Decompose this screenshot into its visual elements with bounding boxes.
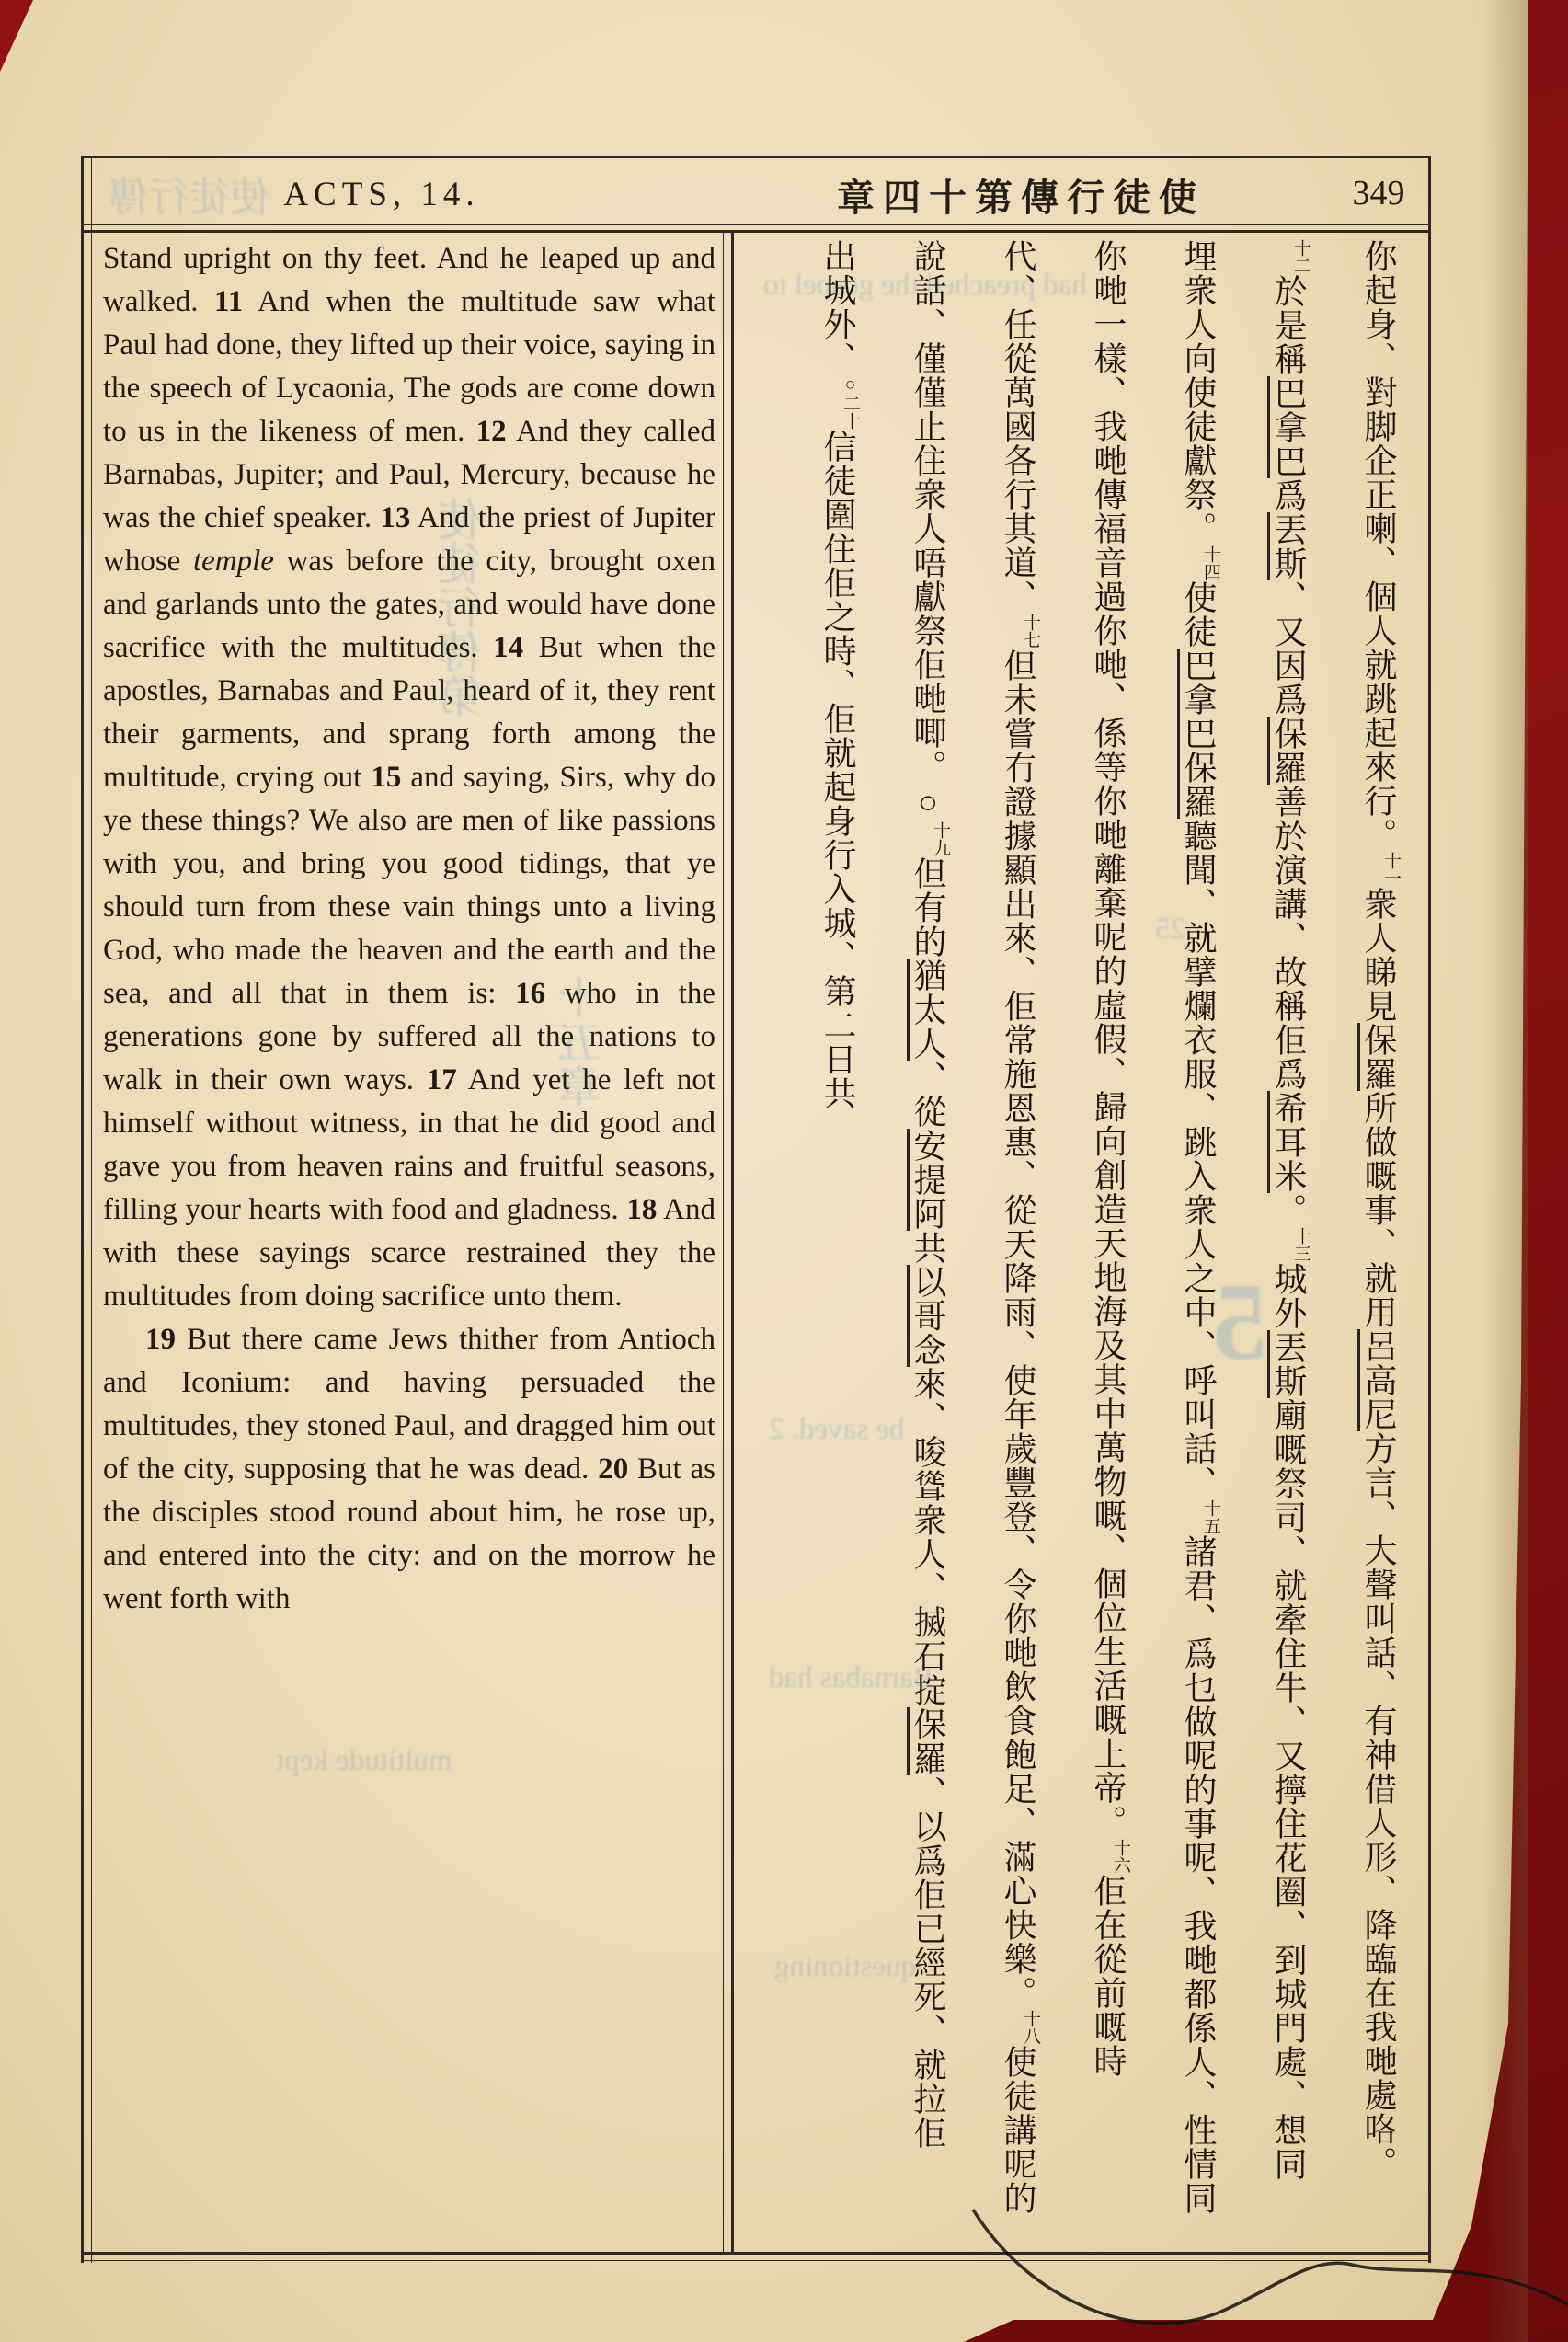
verse-number: 14 — [493, 631, 524, 664]
ghost-bleed-text: 使徒行傳第 — [440, 497, 488, 718]
english-paragraph: Stand upright on thy feet. And he leaped up and walked. 11 And when the multitude saw what Paul had done, they lifted up their voice, saying in the speech of Lycaonia, The gods are come down to us in the likeness of men. 12 And they called Barnabas, Jupiter; and Paul, Mercury, because he was the chief speaker. 13 And the priest of Jupiter whose temple was before the city, brought oxen and garlands unto the gates, and would have done sacrifice with the multitudes. 14 But when the apostles, Barnabas and Paul, heard of it, they rent their garments, and sprang forth among the multitude, crying out 15 and saying, Sirs, why do ye these things? We also are men of like passions with you, and bring you good tidings, that ye should turn from these vain things unto a living God, who made the heaven and the earth and the sea, and all that in them is: 16 who in the generations gone by suffered all the nations to walk in their own ways. 17 And yet he left not himself without witness, in that he did good and gave you from heaven rains and fruitful seasons, filling your hearts with food and gladness. 18 And with these sayings scarce restrained they the multitudes from doing sacrifice unto them. — [103, 242, 716, 1313]
ghost-bleed-text: questioning — [774, 1950, 916, 1983]
verse-number-marker: 十一 — [1381, 852, 1401, 887]
verse-number-marker: 十七 — [1021, 614, 1040, 649]
column-divider-thin — [723, 232, 724, 2252]
chinese-column: 代、任從萬國各行其道、十七但未嘗冇證據顯出來、佢常施恩惠、從天降雨、使年歲豐登、令你哋飲食飽足、滿心快樂。十八使徒講呢的 — [1000, 239, 1040, 2215]
chinese-column: 說話、僅僅止住衆人唔獻祭佢哋唧。○十九但有的猶太人、從安提阿共以哥念來、唆聳衆人、搣石掟保羅、以爲佢已經死、就拉佢 — [883, 239, 973, 2263]
verse-number: 18 — [626, 1193, 658, 1226]
proper-name-mark: 巴拿巴 — [1267, 376, 1307, 478]
chinese-column: 你哋一樣、我哋傳福音過你哋、係等你哋離棄呢的虛假、歸向創造天地海及其中萬物嘅、個位生活嘅上帝。十六佢在從前嘅時 — [1090, 239, 1130, 2078]
verse-number: 17 — [426, 1063, 457, 1096]
proper-name-mark: 丟斯 — [1267, 512, 1307, 580]
italic-word: temple — [192, 545, 274, 578]
verse-number: 19 — [145, 1323, 176, 1356]
chinese-column: 出城外、○二十信徒圍住佢之時、佢就起身行入城、第二日共 — [819, 239, 860, 1110]
proper-name-mark: 保羅 — [907, 1707, 946, 1775]
proper-name-mark: 安提阿 — [907, 1129, 946, 1231]
page-edge-shadow — [1482, 0, 1528, 2342]
ghost-bleed-text: had preached the gospel to — [763, 269, 1087, 302]
verse-number: 16 — [515, 977, 546, 1010]
frame-left-rule-outer — [81, 156, 84, 2263]
header-double-rule-lower — [81, 230, 1431, 233]
running-head-chinese: 章四十第傳行徒使 — [837, 177, 1205, 219]
frame-top-rule — [81, 156, 1431, 158]
verse-number-marker: 十六 — [1111, 1839, 1130, 1874]
verse-number-marker: 十三 — [1291, 1227, 1310, 1262]
verse-number-marker: 十九 — [931, 821, 950, 856]
verse-number-marker: ○二十 — [841, 375, 860, 430]
proper-name-mark: 猶太人 — [907, 959, 946, 1061]
ghost-bleed-text: 5 — [1212, 1260, 1267, 1383]
proper-name-mark: 呂高尼 — [1357, 1329, 1397, 1431]
verse-number: 20 — [598, 1452, 629, 1486]
ghost-bleed-text: 使徒行傳 — [109, 175, 270, 220]
proper-name-mark: 保羅 — [1267, 717, 1307, 785]
proper-name-mark: 希耳米 — [1267, 1091, 1307, 1193]
verse-number: 13 — [380, 501, 411, 534]
proper-name-mark: 丟斯 — [1267, 1330, 1307, 1398]
verse-number: 15 — [371, 761, 402, 794]
chinese-column: 十二於是稱巴拿巴爲丟斯、又因爲保羅善於演講、故稱佢爲希耳米。十三城外丟斯廟嘅祭司、就牽住牛、又擰住花圈、到城門處、想同 — [1243, 239, 1333, 2263]
verse-number-marker: 十五 — [1201, 1499, 1220, 1534]
chinese-column: 埋衆人向使徒獻祭。十四使徒巴拿巴保羅聽聞、就擘爛衣服、跳入衆人之中、呼叫話、十五諸君、爲乜做呢的事呢、我哋都係人、性情同 — [1153, 239, 1243, 2263]
ghost-bleed-text: 25 — [1155, 913, 1185, 946]
proper-name-mark: 保羅 — [1357, 1023, 1397, 1091]
verse-number-marker: 十八 — [1021, 2010, 1040, 2045]
ghost-bleed-text: 十五章 — [559, 975, 608, 1108]
chinese-text-column — [736, 239, 1424, 2263]
running-head-english: ACTS, 14. — [283, 176, 480, 213]
ghost-bleed-text: be saved. 2 — [769, 1413, 905, 1446]
frame-left-rule-inner — [91, 156, 92, 2263]
frame-right-rule — [1428, 156, 1431, 2263]
ghost-bleed-text: Barnabas had — [769, 1661, 933, 1694]
chinese-column: 你起身、對脚企正喇、個人就跳起來行。十一衆人睇見保羅所做嘅事、就用呂高尼方言、大聲叫話、有神借人形、降臨在我哋處咯。 — [1333, 239, 1424, 2263]
column-divider-thick — [731, 232, 734, 2252]
verse-number-marker: 十四 — [1201, 545, 1220, 580]
verse-number: 11 — [214, 285, 244, 318]
verse-number: 12 — [475, 415, 507, 448]
ghost-bleed-text: multitude kept — [276, 1744, 452, 1777]
proper-name-mark: 以哥念 — [907, 1265, 946, 1367]
verse-number-marker: 十二 — [1291, 239, 1310, 274]
header-double-rule-upper — [81, 224, 1431, 225]
page-number: 349 — [1352, 174, 1405, 212]
proper-name-mark: 巴拿巴保羅 — [1177, 649, 1217, 819]
english-text-column — [103, 237, 715, 1621]
english-paragraph: 19 But there came Jews thither from Antioch and Iconium: and having persuaded the multitudes, they stoned Paul, and dragged him out of the city, supposing that he was dead. 20 But as the disciples stood round about him, he rose up, and entered into the city: and on the morrow he went forth with — [103, 1323, 716, 1615]
